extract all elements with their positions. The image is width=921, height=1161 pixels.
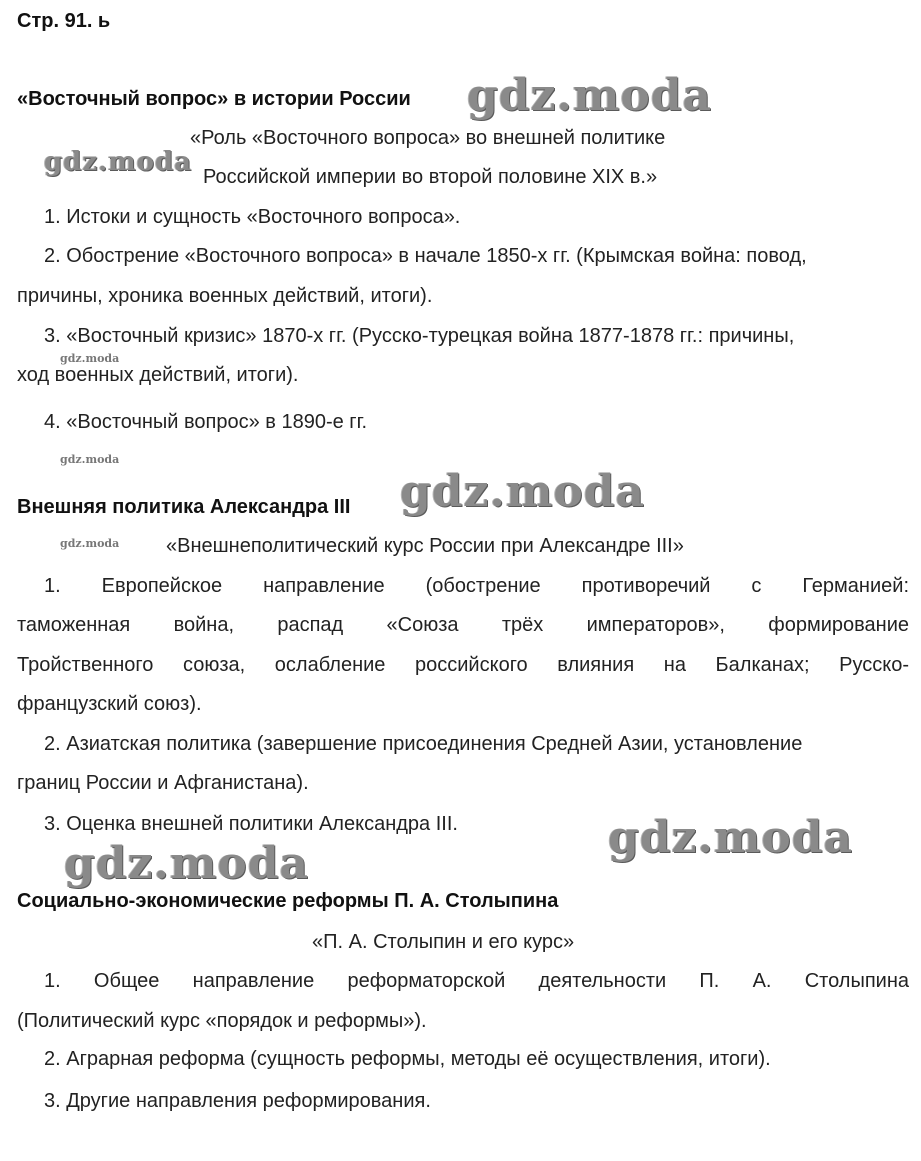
plan-item-continuation: французский союз). (17, 693, 202, 715)
plan-item: 2. Обострение «Восточного вопроса» в начале 1850-х гг. (Крымская война: повод, (44, 245, 807, 267)
watermark: gdz.moda (64, 838, 310, 889)
plan-item-continuation: (Политический курс «порядок и реформы»). (17, 1010, 427, 1032)
plan-title-line-1: «Роль «Восточного вопроса» во внешней политике (190, 127, 666, 149)
plan-item-text: 1. Общее направление реформаторской деятельности П. А. Столыпина (44, 970, 909, 992)
plan-title: «Внешнеполитический курс России при Александре III» (166, 535, 684, 557)
watermark: gdz.moda (44, 147, 193, 177)
plan-title-line-2: Российской империи во второй половине XIX в.» (203, 166, 658, 188)
watermark: gdz.moda (400, 466, 646, 517)
watermark: gdz.moda (60, 537, 120, 550)
plan-item-text: 1. Европейское направление (обострение противоречий с Германией: (44, 575, 909, 597)
plan-item-continuation: таможенная война, распад «Союза трёх императоров», формирование (17, 614, 909, 636)
watermark: gdz.moda (467, 70, 713, 121)
plan-item: 2. Азиатская политика (завершение присоединения Средней Азии, установление (44, 733, 803, 755)
watermark: gdz.moda (60, 453, 120, 466)
section-heading-eastern-question: «Восточный вопрос» в истории России (17, 88, 411, 110)
plan-item-continuation: ход военных действий, итоги). (17, 364, 299, 386)
plan-item: 3. Оценка внешней политики Александра III. (44, 813, 458, 835)
plan-item: 2. Аграрная реформа (сущность реформы, методы её осуществления, итоги). (44, 1048, 771, 1070)
plan-item-continuation: Тройственного союза, ослабление российского влияния на Балканах; Русско- (17, 654, 909, 676)
plan-item (17, 575, 909, 598)
plan-item: 1. Истоки и сущность «Восточного вопроса». (44, 206, 461, 228)
plan-item: 3. «Восточный кризис» 1870-х гг. (Русско-турецкая война 1877-1878 гг.: причины, (44, 325, 795, 347)
page-label: Стр. 91. ь (17, 10, 111, 32)
plan-item (17, 970, 909, 993)
plan-item: 3. Другие направления реформирования. (44, 1090, 431, 1112)
plan-item-continuation: границ России и Афганистана). (17, 772, 309, 794)
section-heading-alexander-iii: Внешняя политика Александра III (17, 496, 351, 518)
section-heading-stolypin: Социально-экономические реформы П. А. Столыпина (17, 890, 559, 912)
watermark: gdz.moda (60, 352, 120, 365)
watermark: gdz.moda (608, 812, 854, 863)
plan-title: «П. А. Столыпин и его курс» (312, 931, 575, 953)
plan-item: 4. «Восточный вопрос» в 1890-е гг. (44, 411, 368, 433)
plan-item-continuation: причины, хроника военных действий, итоги). (17, 285, 433, 307)
